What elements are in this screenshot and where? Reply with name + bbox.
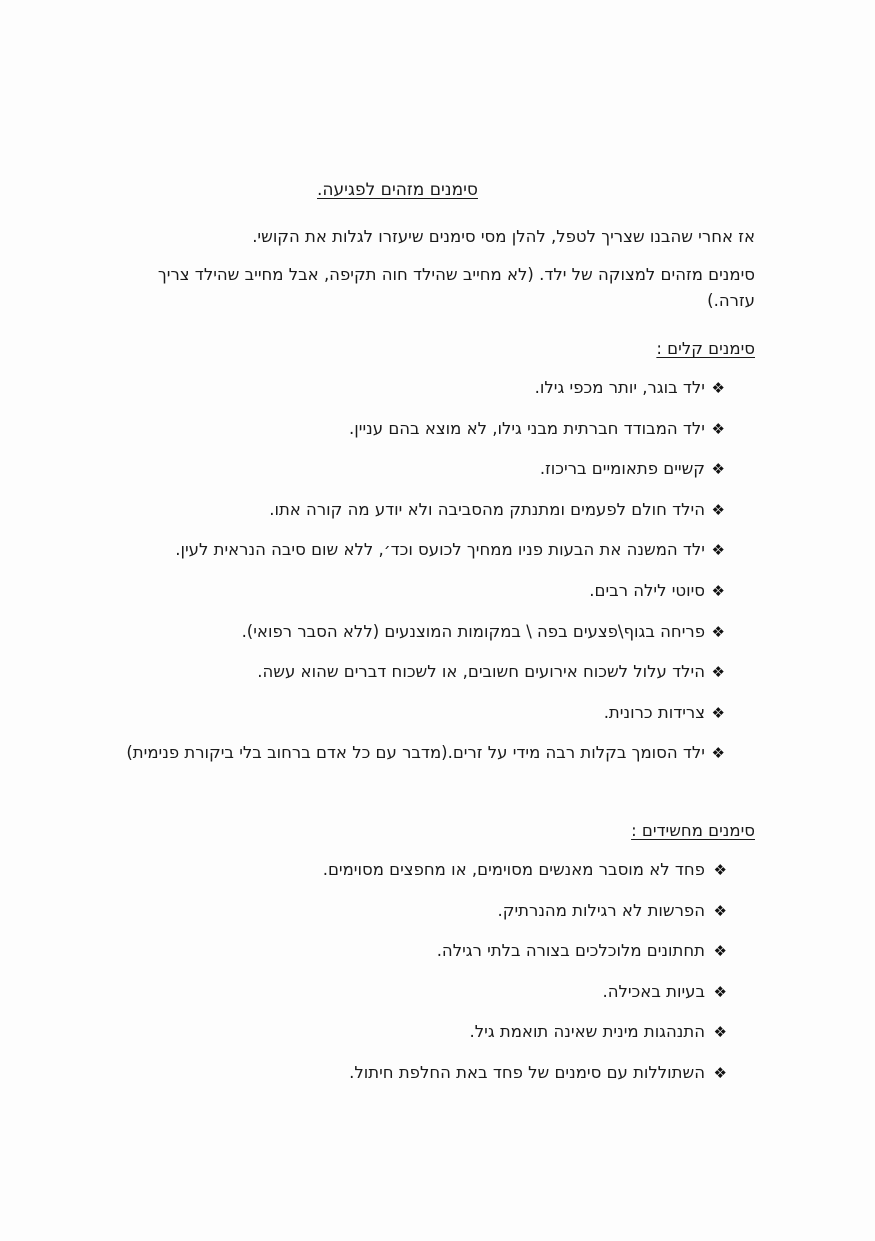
diamond-bullet-icon: ❖ xyxy=(713,861,727,879)
list-item xyxy=(120,979,755,1005)
list-item xyxy=(120,537,755,563)
diamond-bullet-icon: ❖ xyxy=(713,982,727,1001)
diamond-bullet-icon: ❖ xyxy=(713,901,727,920)
diamond-bullet-icon: ❖ xyxy=(711,744,725,763)
mild-signs-list xyxy=(120,375,755,781)
diamond-bullet-icon: ❖ xyxy=(711,500,725,519)
list-item xyxy=(120,1019,755,1045)
diamond-bullet-icon: ❖ xyxy=(713,1063,727,1082)
diamond-bullet-icon: ❖ xyxy=(711,663,725,682)
list-item-text: ילד בוגר, יותר מכפי גילו. xyxy=(534,378,705,397)
list-item-text: קשיים פתאומיים בריכוז. xyxy=(539,459,705,479)
mild-signs-heading: סימנים קלים : xyxy=(656,339,755,358)
list-item-text: פריחה בגוף\פצעים בפה \ במקומות המוצנעים (ללא הסבר רפואי). xyxy=(241,621,705,641)
diamond-bullet-icon: ❖ xyxy=(711,419,725,438)
list-item xyxy=(120,456,755,482)
list-item-text: בעיות באכילה. xyxy=(602,981,705,1001)
list-item xyxy=(120,375,755,401)
document-title: סימנים מזהים לפגיעה. xyxy=(317,180,478,200)
list-item xyxy=(120,578,755,604)
list-item xyxy=(120,416,755,442)
suspicious-signs-heading: סימנים מחשידים : xyxy=(631,821,755,840)
list-item-text: הפרשות לא רגילות מהנרתיק. xyxy=(497,900,705,920)
list-item xyxy=(120,898,755,924)
diamond-bullet-icon: ❖ xyxy=(711,581,725,600)
diamond-bullet-icon: ❖ xyxy=(711,541,725,560)
diamond-bullet-icon: ❖ xyxy=(711,379,725,397)
list-item-text: הילד עלול לשכוח אירועים חשובים, או לשכוח דברים שהוא עשה. xyxy=(257,662,705,682)
diamond-bullet-icon: ❖ xyxy=(713,942,727,961)
list-item-text: ילד הסומך בקלות רבה מידי על זרים.(מדבר עם כל אדם ברחוב בלי ביקורת פנימית) xyxy=(126,743,705,763)
list-item-text: צרידות כרונית. xyxy=(603,702,705,722)
list-item xyxy=(120,700,755,726)
list-item xyxy=(120,857,755,883)
diamond-bullet-icon: ❖ xyxy=(713,1023,727,1042)
list-item-text: ילד המשנה את הבעות פניו ממחיך לכועס וכד׳, ללא שום סיבה הנראית לעין. xyxy=(175,540,705,560)
diamond-bullet-icon: ❖ xyxy=(711,622,725,641)
intro-paragraph: אז אחרי שהבנו שצריך לטפל, להלן מסי סימנים שיעזרו לגלות את הקושי. xyxy=(252,227,755,246)
list-item-text: ילד המבודד חברתית מבני גילו, לא מוצא בהם עניין. xyxy=(349,418,705,438)
list-item xyxy=(120,619,755,645)
list-item-text: פחד לא מוסבר מאנשים מסוימים, או מחפצים מסוימים. xyxy=(322,860,705,879)
list-item-text: סיוטי לילה רבים. xyxy=(589,580,705,600)
list-item-text: תחתונים מלוכלכים בצורה בלתי רגילה. xyxy=(436,941,705,961)
list-item-text: התנהגות מינית שאינה תואמת גיל. xyxy=(469,1022,705,1042)
diamond-bullet-icon: ❖ xyxy=(711,460,725,479)
list-item-text: השתוללות עם סימנים של פחד באת החלפת חיתול. xyxy=(349,1062,705,1082)
list-item xyxy=(120,497,755,523)
list-item xyxy=(120,659,755,685)
list-item xyxy=(120,938,755,964)
list-item xyxy=(120,740,755,766)
list-item-text: הילד חולם לפעמים ומתנתק מהסביבה ולא יודע מה קורה אתו. xyxy=(269,499,705,519)
list-item xyxy=(120,1060,755,1086)
diamond-bullet-icon: ❖ xyxy=(711,703,725,722)
suspicious-signs-list xyxy=(120,857,755,1101)
description-paragraph: סימנים מזהים למצוקה של ילד. (לא מחייב שהילד חוה תקיפה, אבל מחייב שהילד צריך עזרה.) xyxy=(157,265,755,310)
